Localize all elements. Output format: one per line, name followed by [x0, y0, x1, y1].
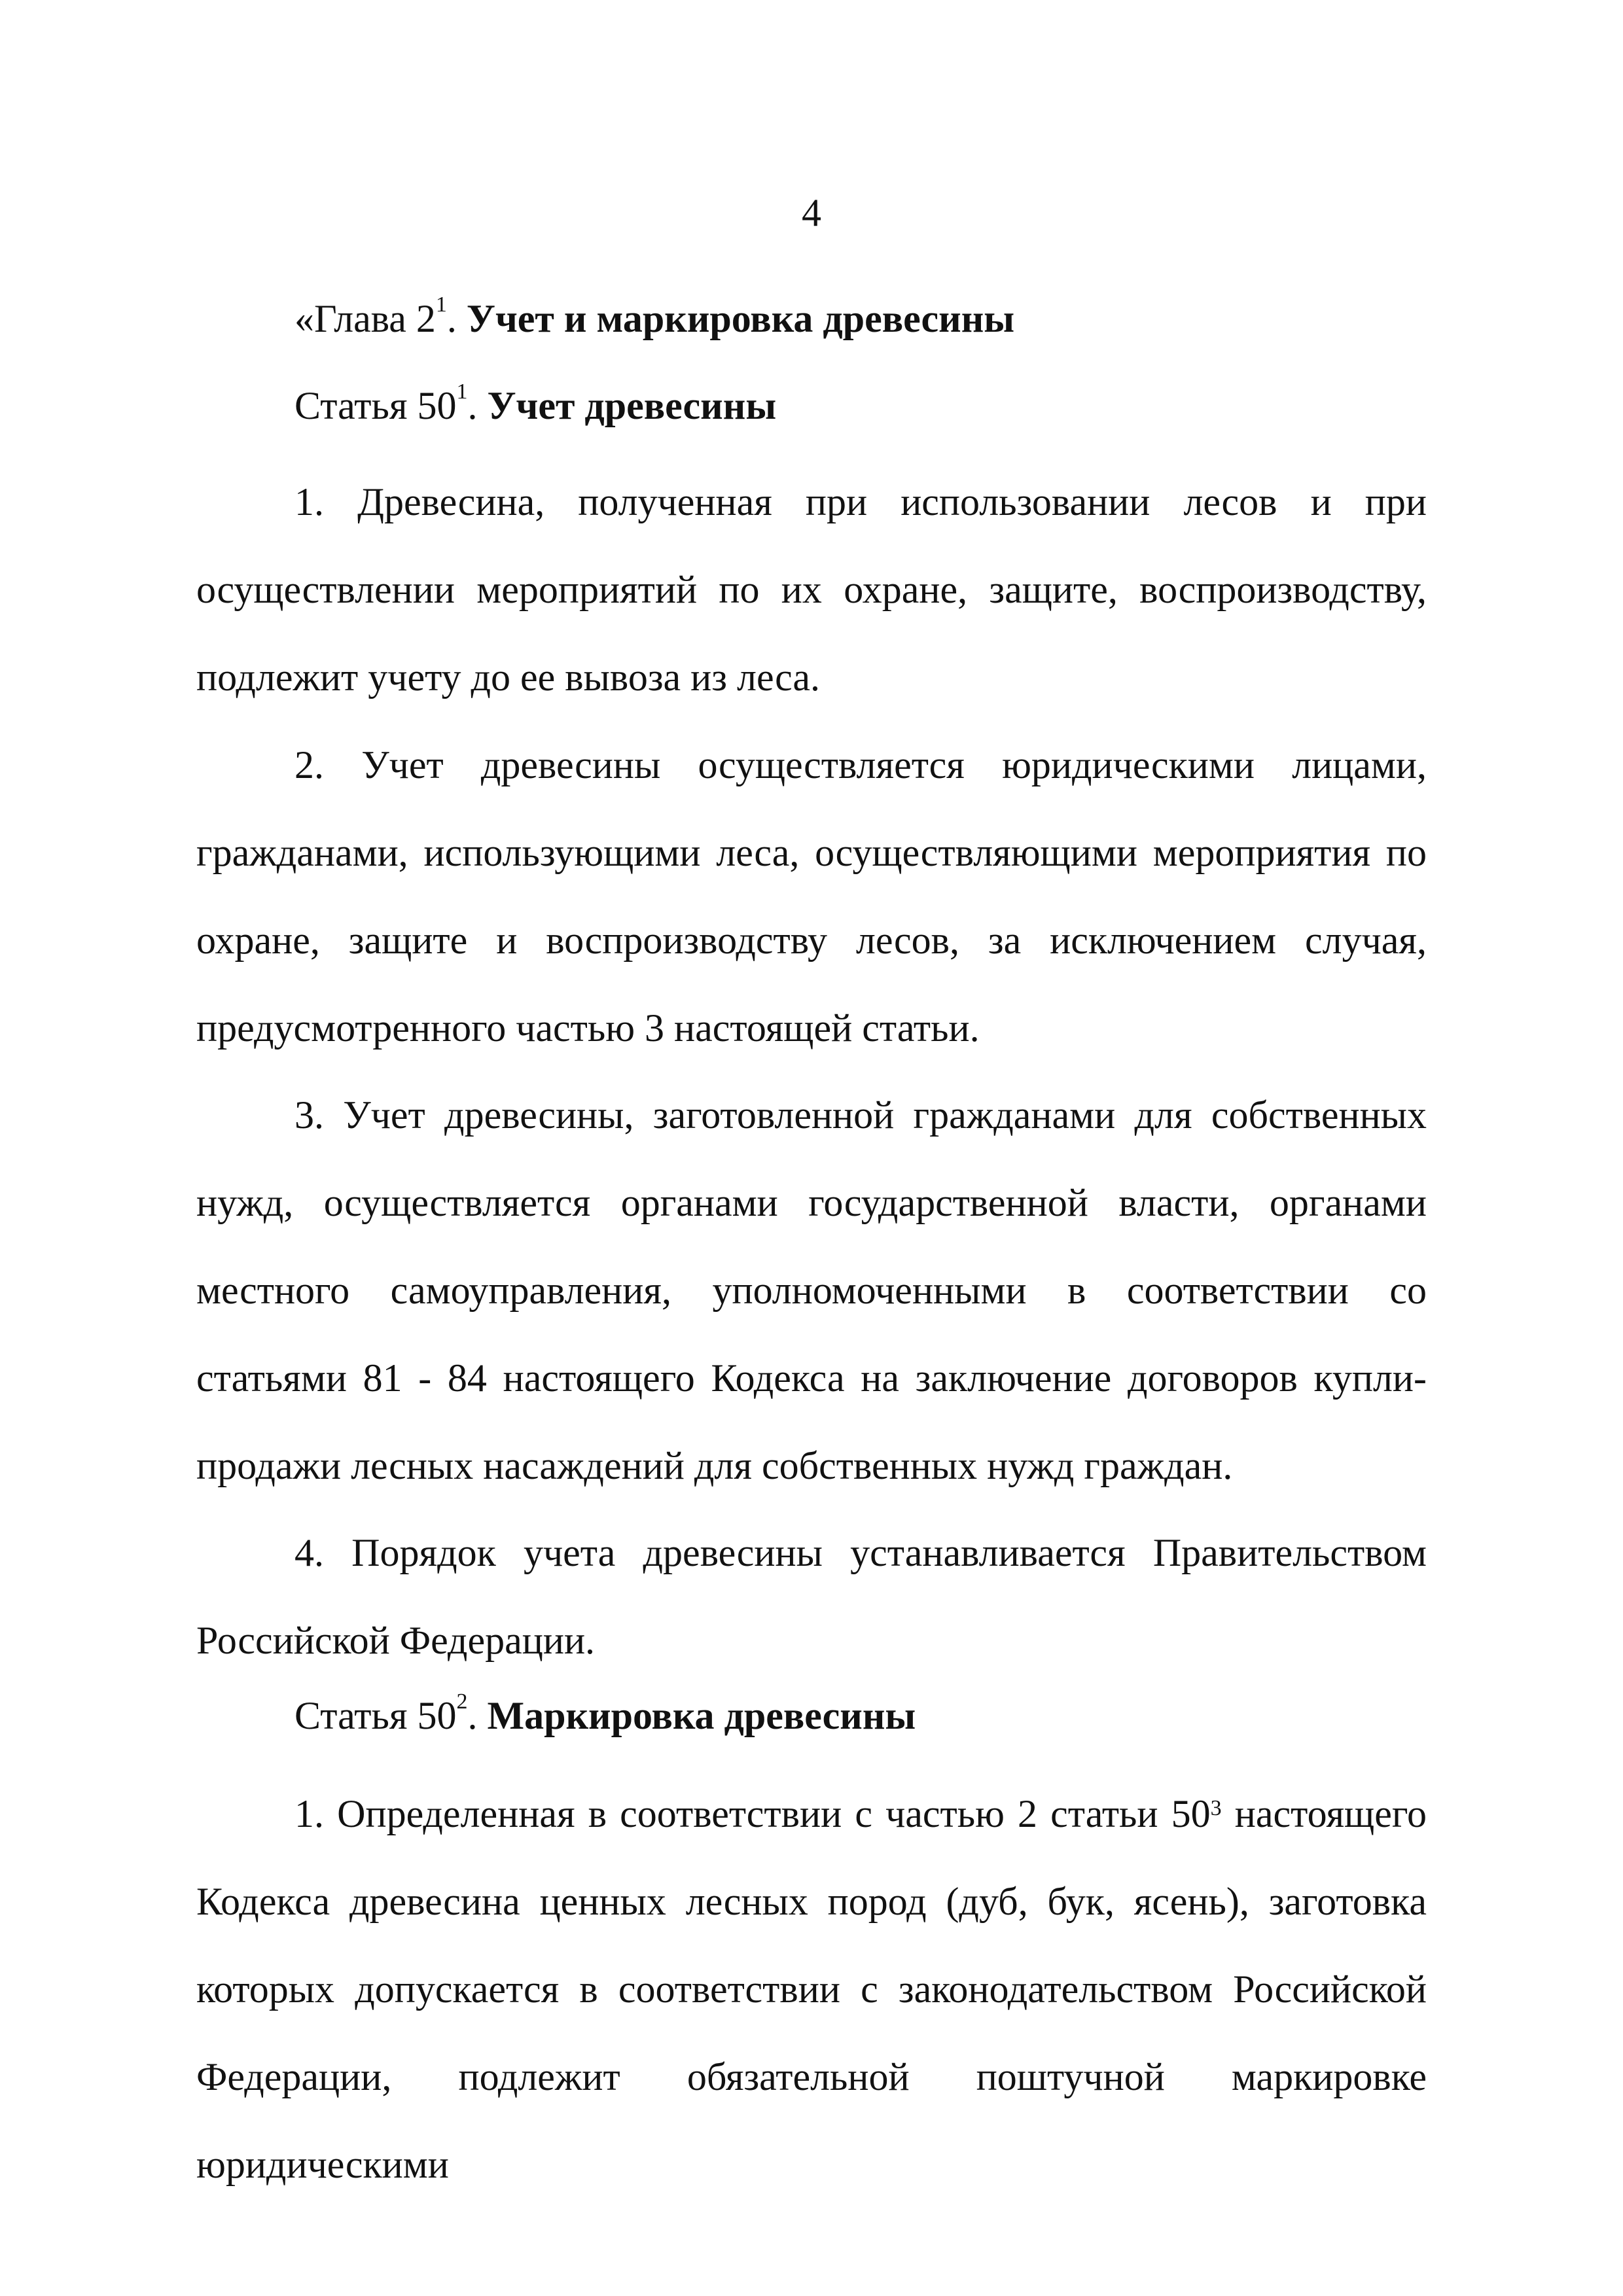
article-2-paragraph-1-sup: 3: [1210, 1796, 1222, 1820]
page-number: 4: [802, 191, 821, 234]
article-2-title: Маркировка древесины: [487, 1694, 916, 1737]
chapter-sup: 1: [435, 292, 447, 317]
article-1-prefix: Статья 50: [294, 384, 457, 427]
article-2-heading: [294, 1689, 916, 1737]
chapter-prefix: «Глава 2: [294, 297, 436, 340]
article-1-paragraph-3: 3. Учет древесины, заготовленной гражданами для собственных нужд, осуществляется органами государственной власти, органами местного самоуправления, уполномоченными в соответствии со статьями 81 - 84 настоящего Кодекса на заключение договоров купли-продажи лесных насаждений для собственных нужд граждан.: [196, 1093, 1427, 1487]
chapter-suffix: .: [446, 297, 467, 340]
article-1-sup: 1: [456, 380, 468, 404]
article-1-paragraph-2: 2. Учет древесины осуществляется юридическими лицами, гражданами, использующими леса, осуществляющими мероприятия по охране, защите и воспроизводству лесов, за исключением случая, предусмотренного частью 3 настоящей статьи.: [196, 743, 1427, 1050]
article-1-title: Учет древесины: [487, 384, 777, 427]
chapter-title: Учет и маркировка древесины: [466, 297, 1015, 340]
article-2-paragraph-1: [196, 1770, 1427, 2208]
article-1-paragraph-4: 4. Порядок учета древесины устанавливается Правительством Российской Федерации.: [196, 1531, 1427, 1662]
article-1-suffix: .: [467, 384, 488, 427]
chapter-heading: [294, 292, 1015, 340]
article-2-suffix: .: [467, 1694, 488, 1737]
article-2-prefix: Статья 50: [294, 1694, 457, 1737]
article-2-paragraph-1-before: 1. Определенная в соответствии с частью 2 статьи 50: [294, 1792, 1211, 1835]
article-1-heading: [294, 380, 777, 427]
article-2-sup: 2: [456, 1689, 468, 1714]
article-2-paragraph-1-after: настоящего Кодекса древесина ценных лесных пород (дуб, бук, ясень), заготовка которых допускается в соответствии с законодательством Российской Федерации, подлежит обязательной поштучной маркировке юридическими: [196, 1792, 1427, 2186]
article-1-paragraph-1: 1. Древесина, полученная при использовании лесов и при осуществлении мероприятий по их охране, защите, воспроизводству, подлежит учету до ее вывоза из леса.: [196, 480, 1427, 699]
